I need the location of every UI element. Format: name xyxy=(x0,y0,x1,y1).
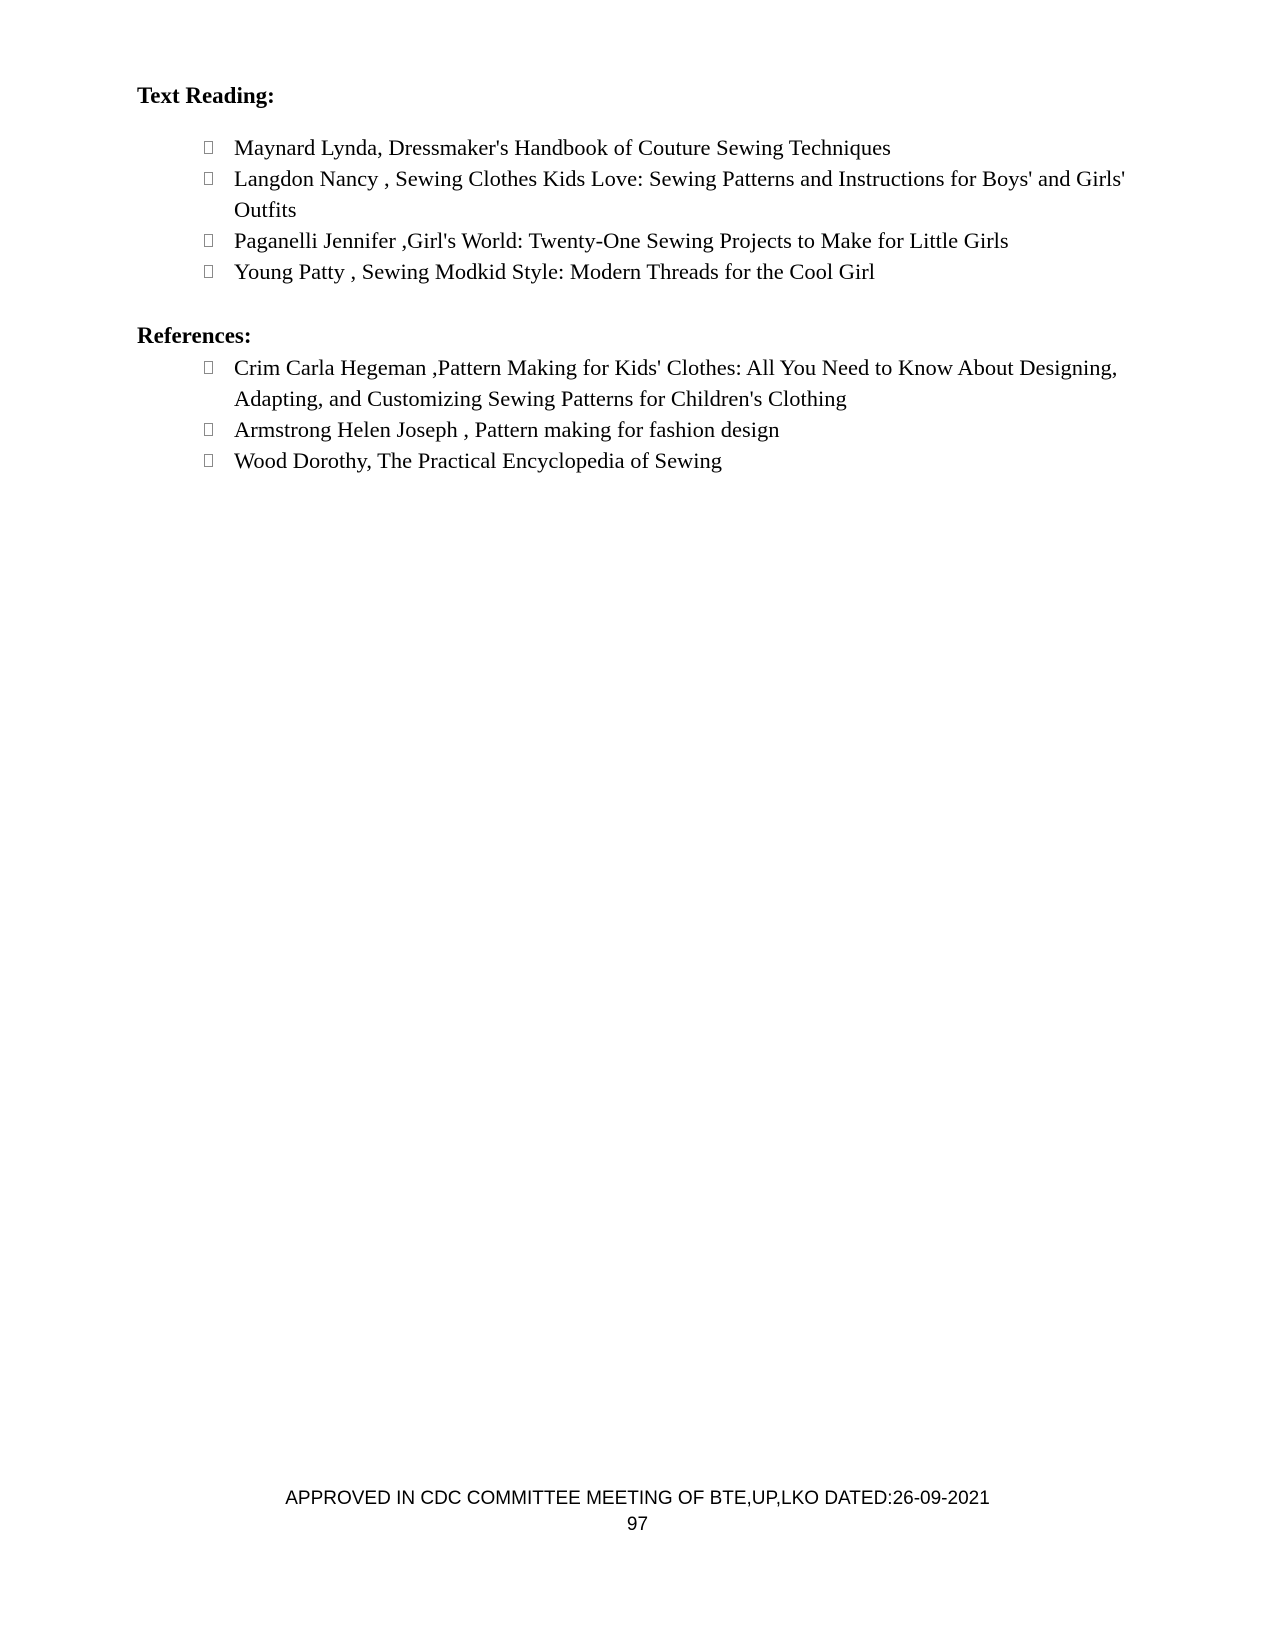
page-number: 97 xyxy=(626,1514,649,1535)
footer-approval-note: APPROVED IN CDC COMMITTEE MEETING OF BTE,UP,LKO DATED:26-09-2021 xyxy=(285,1488,990,1509)
text-reading-heading: Text Reading: xyxy=(137,83,275,108)
list-item-text: Young Patty , Sewing Modkid Style: Modern Threads for the Cool Girl xyxy=(234,259,876,284)
list-item xyxy=(203,163,1163,225)
list-item xyxy=(203,132,1163,163)
list-item xyxy=(203,256,1163,287)
list-item-text: Armstrong Helen Joseph , Pattern making for fashion design xyxy=(234,417,780,442)
missing-glyph-box-icon xyxy=(204,172,213,185)
missing-glyph-box-icon xyxy=(204,265,213,278)
list-item-text: Crim Carla Hegeman ,Pattern Making for Kids' Clothes: All You Need to Know About Designing, Adapting, and Customizing Sewing Patterns for Children's Clothing xyxy=(234,355,1118,411)
list-item-text: Maynard Lynda, Dressmaker's Handbook of Couture Sewing Techniques xyxy=(234,135,891,160)
list-item-text: Langdon Nancy , Sewing Clothes Kids Love: Sewing Patterns and Instructions for Boys' and Girls' Outfits xyxy=(234,166,1126,222)
list-item-text: Wood Dorothy, The Practical Encyclopedia of Sewing xyxy=(234,448,723,473)
list-item xyxy=(203,445,1163,476)
missing-glyph-box-icon xyxy=(204,423,213,436)
list-item xyxy=(203,414,1163,445)
missing-glyph-box-icon xyxy=(204,141,213,154)
text-reading-list xyxy=(203,132,1163,287)
references-list xyxy=(203,352,1163,476)
list-item-text: Paganelli Jennifer ,Girl's World: Twenty-One Sewing Projects to Make for Little Girls xyxy=(234,228,1009,253)
list-item xyxy=(203,225,1163,256)
references-heading: References: xyxy=(137,323,252,348)
missing-glyph-box-icon xyxy=(204,234,213,247)
missing-glyph-box-icon xyxy=(204,361,213,374)
missing-glyph-box-icon xyxy=(204,454,213,467)
list-item xyxy=(203,352,1163,414)
